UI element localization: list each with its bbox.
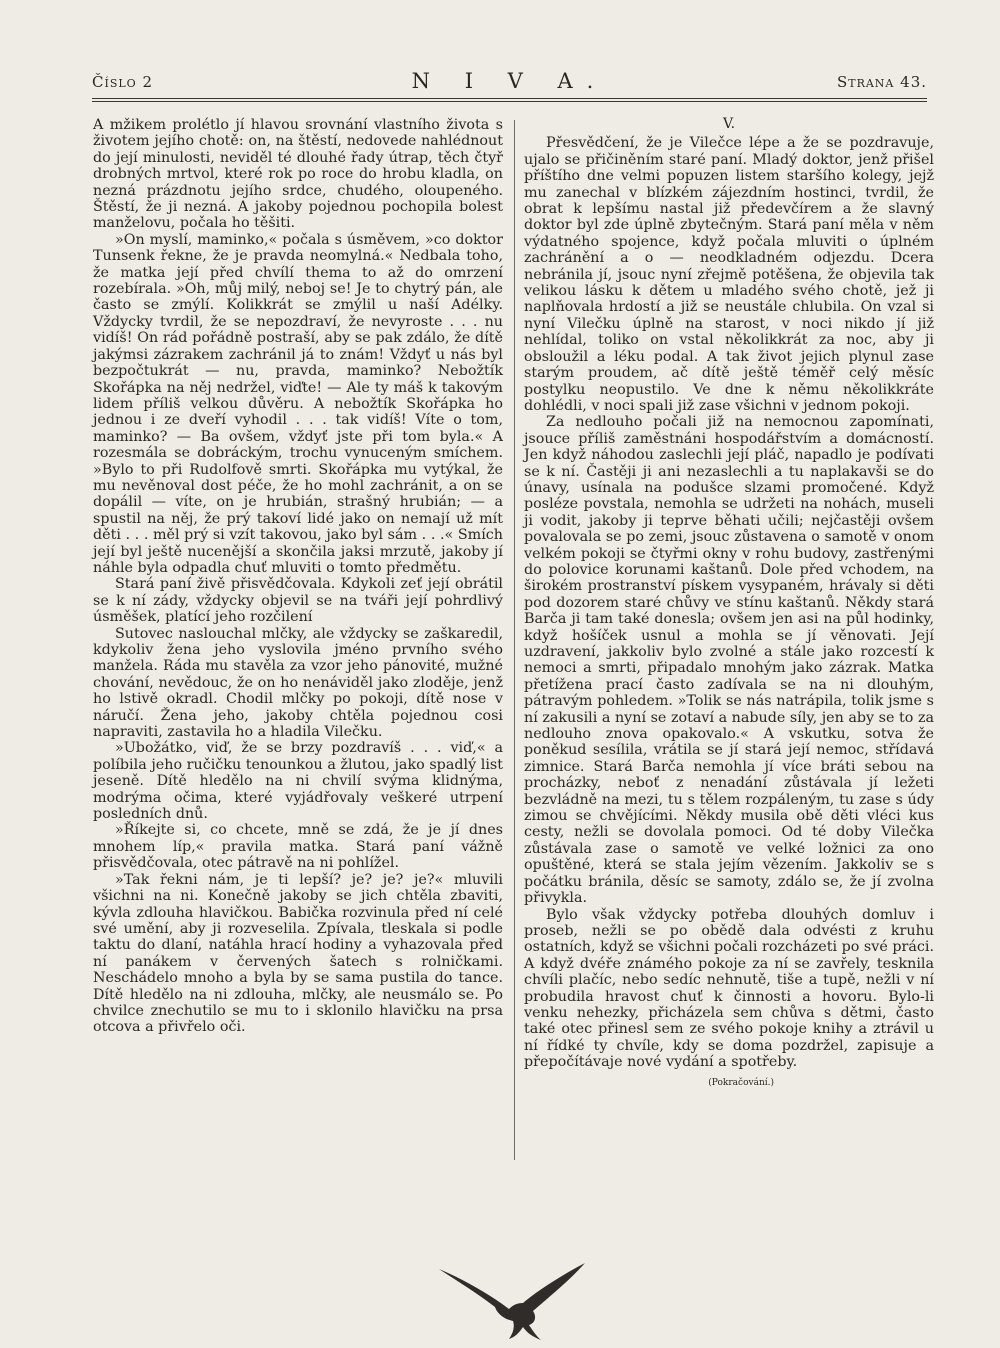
left-column (93, 117, 503, 1036)
page-number: Strana 43. (836, 73, 927, 91)
paragraph: »Říkejte si, co chcete, mně se zdá, že je jí dnes mnohem líp,« pravila matka. Stará paní vážně přisvědčovala, otec pátravě na ni pohlížel. (93, 822, 503, 872)
issue-number: Číslo 2 (92, 73, 153, 91)
continuation-note: (Pokračování.) (708, 1077, 774, 1088)
paragraph: »Ubožátko, viď, že se brzy pozdravíš . . . viď,« a políbila jeho ručičku tenounkou a žlutou, jako spadlý list jeseně. Dítě hledělo na ni chvilí svýma klidnýma, modrýma očima, které vyjádřovaly veškeré utrpení posledních dnů. (93, 740, 503, 823)
paragraph: Bylo však vždycky potřeba dlouhých domluv i proseb, nežli se po obědě dala odvésti z kruhu ostatních, když se všichni počali rozcházeti po své práci. A když dvéře známého pokoje za ní se zavřely, tesknila chvíli plačíc, nebo sedíc nehnutě, tiše a tupě, nežli v ní probudila hravost chuť k činnosti a hovoru. Bylo-li venku nehezky, přicházela sem chůva s dětmi, často také otec přinesl sem ze svého pokoje knihy a ztrávil u ní řídké ty chvíle, kdy se doma pozdržel, zapisuje a přepočítávaje nové vydání a spotřeby. (524, 906, 934, 1071)
paragraph: Za nedlouho počali již na nemocnou zapomínati, jsouce příliš zaměstnáni hospodářstvím a domácností. Jen když náhodou zaslechli její pláč, napadlo je podívati se k ní. Častěji ji ani nezaslechli a tu naplakavši se do únavy, usínala na podušce slzami promočené. Když posléze povstala, nemohla se udržeti na nohách, museli ji vodit, jakoby ji teprve běhati učili; nejčastěji ovšem povalovala se po zemi, jsouc zůstavena o samotě v onom velkém pokoji se čtyřmi okny v rohu budovy, zastřenými do polovice korunami kaštanů. Dole před vchodem, na širokém prostranství pískem vysypaném, hrávaly si děti pod dozorem staré chůvy ve stínu kaštanů. Někdy stará Barča ji tam také donesla; ovšem jen asi na půl hodinky, když hošíček usnul a mohla se jí věnovati. Její uzdravení, jakkoliv bylo zvolné a stále jako rozcestí k nemoci a smrti, připadalo mnohým jako zázrak. Matka přetížena prací často zadívala se na ni dlouhým, pátravým pohledem. »Tolik se nás natrápila, tolik jsme s ní zakusili a nyní se zotaví a nabude síly, jen aby se to za nedlouho znova opakovalo.« A vskutku, sotva že poněkud sesílila, vrátila se jí stará její nemoc, střídavá zimnice. Stará Barča nemohla jí více bráti sebou na procházky, neboť z nenadání zůstávala jí ležeti bezvládně na mezi, tu s tělem rozpáleným, tu zase s údy zimou se chvějícími. Někdy musila obě děti vléci kus cesty, nežli se dovolala pomoci. Od té doby Vilečka zůstávala zase o samotě ve velké ložnici za ono opuštěné, která se stala jejím vězením. Jakkoliv se s počátku bránila, děsíc se samoty, zdálo se, že jí zvolna přivykla. (524, 414, 934, 907)
right-column (524, 117, 934, 1091)
page-header (92, 69, 927, 97)
publication-title: N I V A. (411, 69, 608, 93)
column-divider (514, 120, 515, 1160)
swallow-ornament (437, 1261, 587, 1341)
paragraph: »On myslí, maminko,« počala s úsměvem, »co doktor Tunsenk řekne, že je pravda neomylná.« Nedbala toho, že matka její před chvílí thema to až do omrzení rozebírala. »Oh, můj milý, neboj se! Je to chytrý pán, ale často se zmýlí. Kolikkrát se zmýlil u naší Adélky. Vždycky tvrdil, že se nepozdraví, že nevyroste . . . nu vidíš! On rád pořádně postraší, aby se pak zdálo, že dítě jakýmsi zázrakem zachránil já to znám! Vždyť u nás byl bezpočtukrát — nu, pravda, maminko? Nebožtík Skořápka na něj nedržel, viďte! — Ale ty máš k takovým lidem příliš velkou důvěru. A nebožtík Skořápka ho jednou i ze dveří vyhodil . . . tak vidíš! Víte o tom, maminko? — Ba ovšem, vždyť jste při tom byla.« A rozesmála se dobráckým, trochu vynuceným smíchem. »Bylo to při Rudolfově smrti. Skořápka mu vytýkal, že mu nevěnoval dost péče, že ho mohl zachránit, a on se dopálil — víte, on je hrubián, strašný hrubián; — a spustil na něj, že prý takoví lidé jako on nemají už mít děti . . . měl prý si vzít takovou, jako byl sám . . .« Smích její byl ještě nucenější a skončila jaksi mrzutě, jakoby jí náhle byla odpadla chuť mluviti o tomto předmětu. (93, 231, 503, 576)
paragraph: Stará paní živě přisvědčovala. Kdykoli zeť její obrátil se k ní zády, vždycky objevil se na tváři její pohrdlivý úsměšek, platící jeho rozčilení (93, 576, 503, 626)
paragraph: »Tak řekni nám, je ti lepší? je? je? je?« mluvili všichni na ni. Konečně jakoby se jich chtěla zbaviti, kývla zdlouha hlavičkou. Babička rozvinula před ní celé své umění, aby ji rozveselila. Zpívala, tleskala si podle taktu do dlaní, natáhla hrací hodiny a vyhazovala před ní panákem v červených šatech s rolničkami. Neschádelo mnoho a byla by se sama pustila do tance. Dítě hledělo na ni zdlouha, mlčky, ale neusmálo se. Po chvilce znechutilo se mu to i sklonilo hlavičku na prsa otcova a přivřelo oči. (93, 871, 503, 1036)
paragraph: Sutovec naslouchal mlčky, ale vždycky se zaškaredil, kdykoliv žena jeho vyslovila jméno prvního svého manžela. Ráda mu stavěla za vzor jeho pánovité, mužné chování, nevědouc, že on ho nenáviděl jako zloděje, jenž ho lstivě okradl. Chodil mlčky po pokoji, dítě nose v náručí. Žena jeho, jakoby chtěla pojednou cosi napraviti, zastavila ho a hladila Vilečku. (93, 625, 503, 741)
header-rule (92, 98, 927, 99)
paragraph: A mžikem prolétlo jí hlavou srovnání vlastního života s životem jejího chotě: on, na štěstí, nedovede nahlédnout do její minulosti, neviděl té dlouhé řady útrap, těch čtyř drobných mrtvol, které rok po roce do hrobu kladla, on nezná prázdnotu jejího srdce, chudého, oloupeného. Štěstí, že ji nezná. A jakoby pojednou pochopila bolest manželovu, počala ho těšiti. (93, 117, 503, 232)
paragraph: Přesvědčení, že je Vilečce lépe a že se pozdravuje, ujalo se přičiněním staré paní. Mladý doktor, jenž přišel příštího dne velmi popuzen listem staršího kolegy, jejž mu zanechal v blízkém zájezdním hostinci, tvrdil, že obrat k lepšímu nastal již předevčírem a že slavný doktor byl zde úplně zbytečným. Stará paní měla v něm výdatného spojence, když počala mluviti o úplném zachránění a o — neodkladném odjezdu. Dcera nebránila jí, jsouc nyní zřejmě potěšena, že objevila tak velikou lásku k dětem u mladého svého chotě, jež ji naplňovala hrdostí a již se neustále chlubila. On vzal si nyní Vilečku úplně na starost, v noci nikdo jí již nehlídal, toliko on vstal několikkrát za noc, aby ji obsloužil a léku podal. A tak život jejich plynul zase starým proudem, ač dítě ještě téměř celý měsíc postylku neopustilo. Ve dne k němu několikkráte dohlédli, v noci spali již zase všichni v jednom pokoji. (524, 135, 934, 414)
chapter-heading: V. (722, 116, 736, 132)
header-rule (92, 101, 927, 102)
